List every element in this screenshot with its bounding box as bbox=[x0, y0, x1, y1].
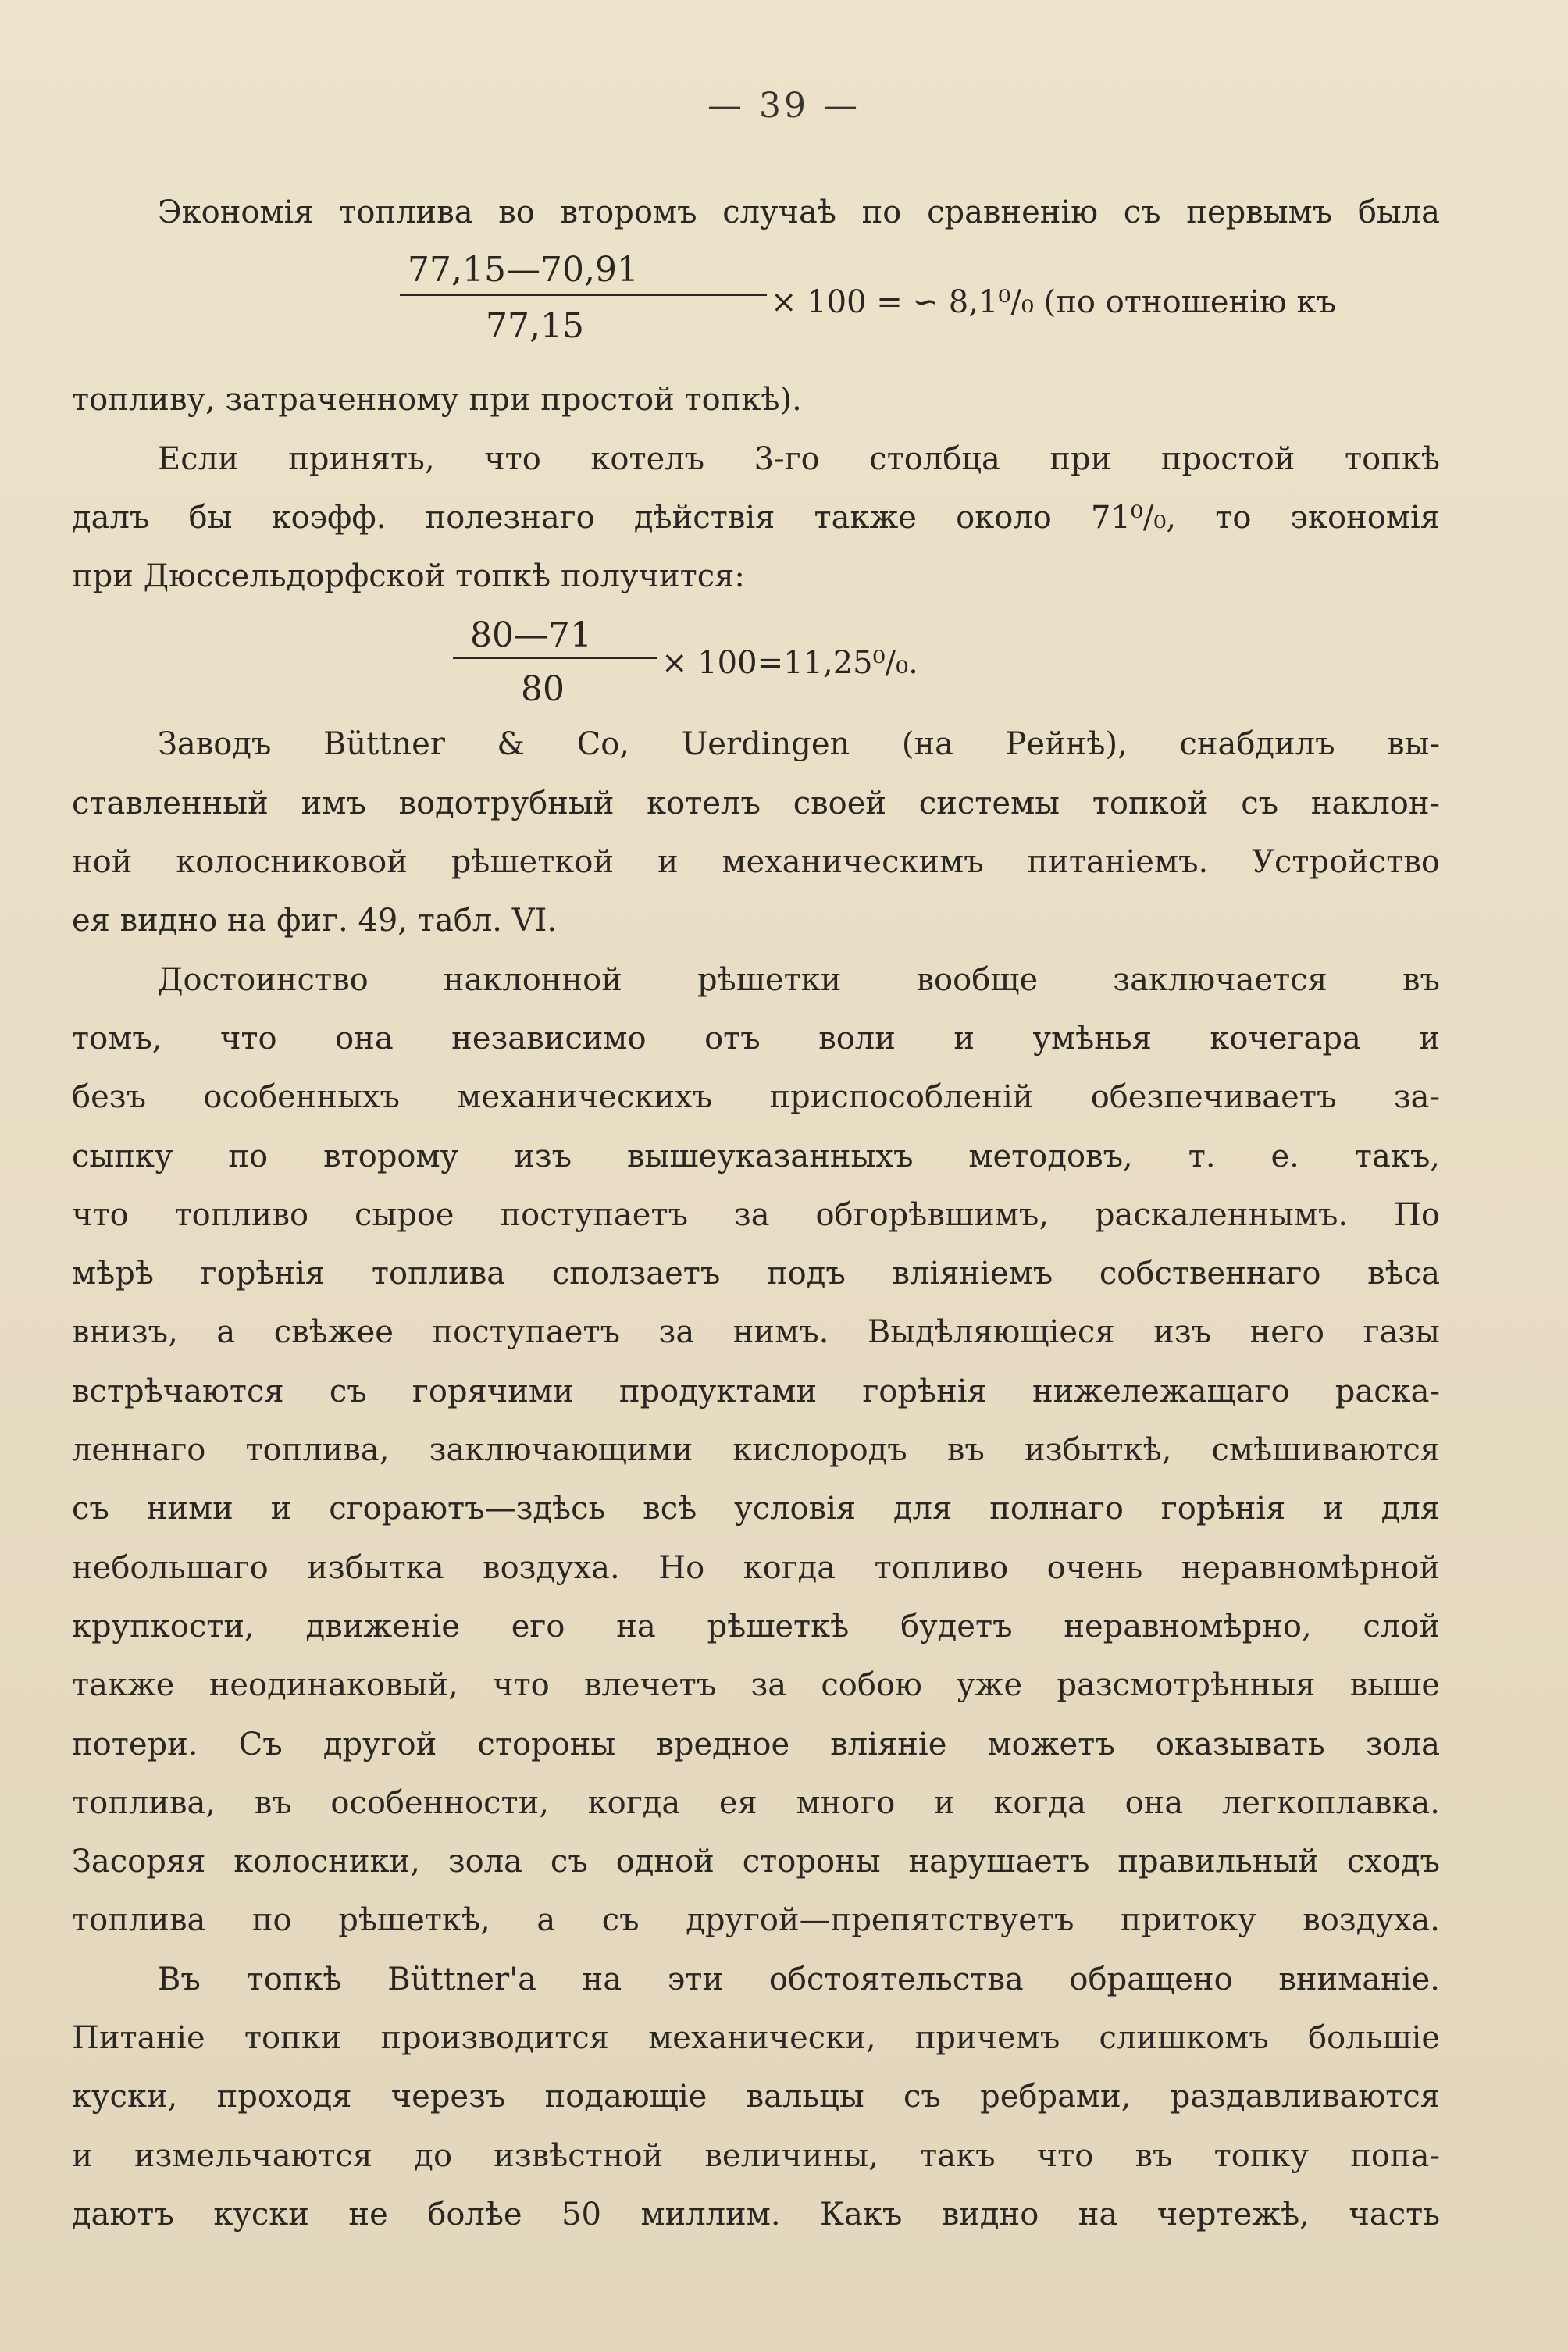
text-line: топлива, въ особенности, когда ея много и когда она легкоплавка. bbox=[72, 1784, 1440, 1821]
fraction-denominator: 80 bbox=[521, 669, 565, 710]
fraction-numerator: 80—71 bbox=[470, 615, 592, 656]
text-line: Достоинство наклонной рѣшетки вообще заключается въ bbox=[158, 961, 1440, 998]
text-line: далъ бы коэфф. полезнаго дѣйствія также около 71⁰/₀, то экономія bbox=[72, 499, 1440, 536]
text-line: даютъ куски не болѣе 50 миллим. Какъ видно на чертежѣ, часть bbox=[72, 2196, 1440, 2233]
text-line: внизъ, а свѣжее поступаетъ за нимъ. Выдѣляющіеся изъ него газы bbox=[72, 1314, 1440, 1351]
text-line: топлива по рѣшеткѣ, а съ другой—препятствуетъ притоку воздуха. bbox=[72, 1902, 1440, 1939]
page-number: — 39 — bbox=[707, 86, 861, 126]
text-line: куски, проходя черезъ подающіе вальцы съ ребрами, раздавливаются bbox=[72, 2079, 1440, 2115]
paragraph-1 bbox=[72, 184, 1440, 430]
text-line: мѣрѣ горѣнія топлива сползаетъ подъ вліяніемъ собственнаго вѣса bbox=[72, 1256, 1440, 1292]
fraction-bar bbox=[400, 294, 767, 296]
text-line: ной колосниковой рѣшеткой и механическимъ питаніемъ. Устройство bbox=[72, 844, 1440, 881]
text-line: при Дюссельдорфской топкѣ получится: bbox=[72, 558, 745, 595]
fraction-denominator: 77,15 bbox=[486, 306, 584, 347]
text-line: ея видно на фиг. 49, табл. VI. bbox=[72, 903, 558, 939]
text-line: безъ особенныхъ механическихъ приспособленій обезпечиваетъ за- bbox=[72, 1079, 1440, 1116]
text-line: небольшаго избытка воздуха. Но когда топливо очень неравномѣрной bbox=[72, 1549, 1440, 1586]
text-line: что топливо сырое поступаетъ за обгорѣвшимъ, раскаленнымъ. По bbox=[72, 1196, 1440, 1233]
paragraph-4 bbox=[72, 951, 1440, 1951]
page-body bbox=[72, 184, 1440, 2244]
formula-fraction-2 bbox=[72, 606, 1440, 715]
paragraph-3 bbox=[72, 715, 1440, 950]
text-line: топливу, затраченному при простой топкѣ). bbox=[72, 382, 802, 419]
text-line: крупкости, движеніе его на рѣшеткѣ будетъ неравномѣрно, слой bbox=[72, 1608, 1440, 1645]
fraction-bar bbox=[453, 657, 657, 659]
paragraph-2 bbox=[72, 430, 1440, 716]
text-line: Заводъ Büttner & Co, Uerdingen (на Рейнѣ), снабдилъ вы- bbox=[158, 726, 1440, 763]
paragraph-5 bbox=[72, 1951, 1440, 2244]
fraction-numerator: 77,15—70,91 bbox=[408, 250, 639, 290]
text-line: и измельчаются до извѣстной величины, такъ что въ топку попа- bbox=[72, 2137, 1440, 2174]
text-line: Если принять, что котелъ 3-го столбца при простой топкѣ bbox=[158, 440, 1440, 477]
text-line: Засоряя колосники, зола съ одной стороны нарушаетъ правильный сходъ bbox=[72, 1844, 1440, 1880]
text-line: съ ними и сгораютъ—здѣсь всѣ условія для полнаго горѣнія и для bbox=[72, 1491, 1440, 1527]
text-line: потери. Съ другой стороны вредное вліяніе можетъ оказывать зола bbox=[72, 1726, 1440, 1762]
text-line: томъ, что она независимо отъ воли и умѣнья кочегара и bbox=[72, 1020, 1440, 1057]
text-line: встрѣчаются съ горячими продуктами горѣнія нижележащаго раска- bbox=[72, 1373, 1440, 1409]
text-line: также неодинаковый, что влечетъ за собою уже разсмотрѣнныя выше bbox=[72, 1667, 1440, 1704]
text-line: сыпку по второму изъ вышеуказанныхъ методовъ, т. е. такъ, bbox=[72, 1138, 1440, 1174]
text-line: ставленный имъ водотрубный котелъ своей системы топкой съ наклон- bbox=[72, 785, 1440, 821]
text-line: леннаго топлива, заключающими кислородъ въ избыткѣ, смѣшиваются bbox=[72, 1432, 1440, 1469]
text-line: Экономія топлива во второмъ случаѣ по сравненію съ первымъ была bbox=[158, 194, 1440, 230]
text-line: Питаніе топки производится механически, причемъ слишкомъ большіе bbox=[72, 2020, 1440, 2057]
formula-result: × 100 = ∽ 8,1⁰/₀ (по отношенію къ bbox=[771, 284, 1336, 321]
formula-result: × 100=11,25⁰/₀. bbox=[661, 645, 918, 682]
text-line: Въ топкѣ Büttner'а на эти обстоятельства обращено вниманіе. bbox=[158, 1961, 1440, 1997]
formula-fraction-1 bbox=[72, 242, 1440, 371]
